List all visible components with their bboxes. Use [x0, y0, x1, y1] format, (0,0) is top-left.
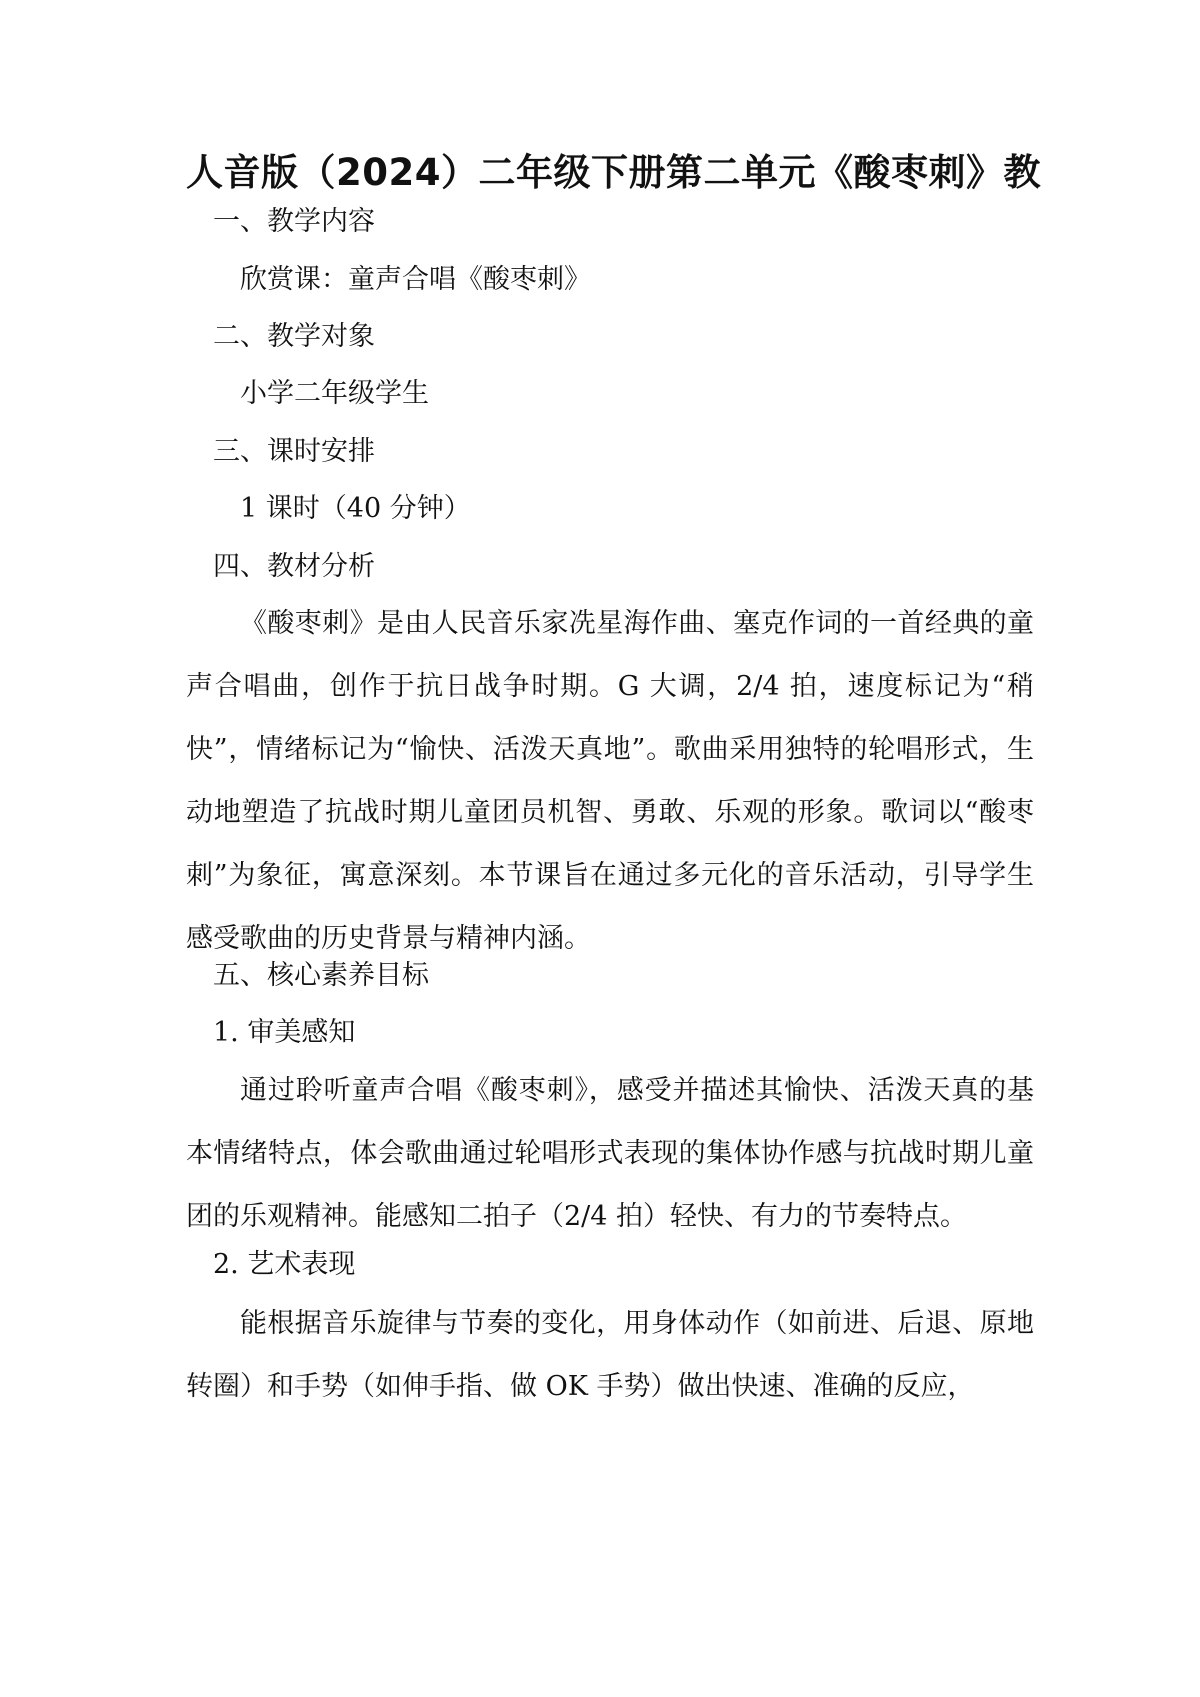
section-heading-teaching-target: 二、教学对象: [213, 321, 375, 352]
goal-1-heading: 1. 审美感知: [213, 1017, 356, 1048]
material-analysis-paragraph: 《酸枣刺》是由人民音乐家冼星海作曲、塞克作词的一首经典的童声合唱曲，创作于抗日战争时期。G 大调，2/4 拍，速度标记为“稍快”，情绪标记为“愉快、活泼天真地”。歌曲采用独特的轮唱形式，生动地塑造了抗战时期儿童团员机智、勇敢、乐观的形象。歌词以“酸枣刺”为象征，寓意深刻。本节课旨在通过多元化的音乐活动，引导学生感受歌曲的历史背景与精神内涵。: [186, 608, 1034, 954]
section-heading-schedule: 三、课时安排: [213, 436, 375, 467]
teaching-content-text: 欣赏课：童声合唱《酸枣刺》: [240, 264, 591, 295]
section-heading-material-analysis: 四、教材分析: [213, 551, 375, 582]
goal-1-paragraph: 通过聆听童声合唱《酸枣刺》，感受并描述其愉快、活泼天真的基本情绪特点，体会歌曲通过轮唱形式表现的集体协作感与抗战时期儿童团的乐观精神。能感知二拍子（2/4 拍）轻快、有力的节奏特点。: [186, 1075, 1034, 1232]
schedule-text: 1 课时（40 分钟）: [240, 493, 471, 524]
goal-2-heading: 2. 艺术表现: [213, 1249, 356, 1280]
goal-2-paragraph: 能根据音乐旋律与节奏的变化，用身体动作（如前进、后退、原地转圈）和手势（如伸手指、做 OK 手势）做出快速、准确的反应，: [186, 1308, 1034, 1402]
document-title: 人音版（2024）二年级下册第二单元《酸枣刺》教: [186, 151, 1041, 194]
section-heading-core-goals: 五、核心素养目标: [213, 960, 429, 991]
section-heading-teaching-content: 一、教学内容: [213, 206, 375, 237]
teaching-target-text: 小学二年级学生: [240, 378, 429, 409]
